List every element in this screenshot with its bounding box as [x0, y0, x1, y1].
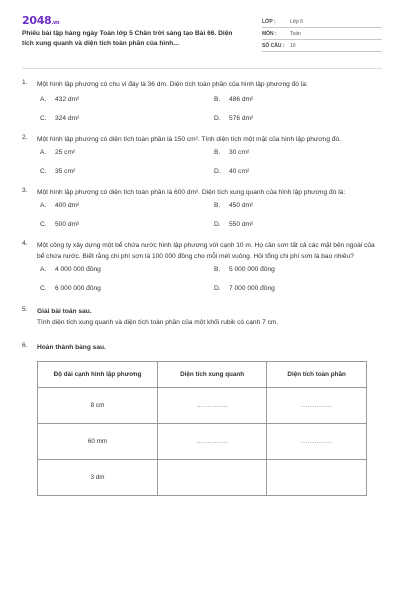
question-heading: Giải bài toán sau. [37, 308, 92, 315]
option-d[interactable] [214, 285, 364, 292]
option-letter: D. [214, 168, 221, 175]
option-text: 7 000 000 đồng [229, 285, 275, 292]
table-row [38, 388, 367, 424]
option-text: 400 dm² [55, 202, 80, 209]
meta-count [262, 40, 382, 52]
option-c[interactable] [40, 285, 214, 292]
option-text: 500 dm² [55, 221, 80, 228]
meta-value: Lớp 5 [290, 19, 304, 25]
option-d[interactable] [214, 168, 364, 175]
option-text: 324 dm² [55, 115, 80, 122]
header-meta [262, 16, 382, 52]
table-row [38, 424, 367, 460]
question-2 [22, 134, 382, 175]
answer-options [40, 266, 382, 292]
option-d[interactable] [214, 221, 364, 228]
logo-suffix: .vn [51, 20, 60, 26]
option-d[interactable] [214, 115, 364, 122]
option-b[interactable] [214, 202, 364, 209]
option-text: 550 dm² [229, 221, 254, 228]
option-letter: C. [40, 285, 47, 292]
option-letter: D. [214, 285, 221, 292]
question-6 [22, 342, 382, 496]
option-text: 25 cm² [55, 149, 76, 156]
question-number: 6. [22, 342, 28, 349]
logo-text: 2048 [22, 14, 52, 27]
worksheet-title: Phiếu bài tập hàng ngày Toán lớp 5 Chân trời sáng tạo Bài 66. Diện tích xung quanh và diện tích toàn phần của hình... [22, 30, 233, 47]
column-header: Độ dài cạnh hình lập phương [38, 362, 158, 388]
table-cell: 60 mm [38, 424, 158, 460]
option-text: 40 cm² [229, 168, 250, 175]
option-text: 35 cm² [55, 168, 76, 175]
option-b[interactable] [214, 149, 364, 156]
option-c[interactable] [40, 221, 214, 228]
answer-options [40, 96, 382, 122]
question-1 [22, 79, 382, 122]
question-number: 2. [22, 134, 28, 141]
option-text: 486 dm² [229, 96, 254, 103]
meta-subject [262, 28, 382, 40]
answer-options [40, 149, 382, 175]
answer-blank[interactable] [158, 460, 267, 496]
question-number: 1. [22, 79, 28, 86]
table-cell: 3 dm [38, 460, 158, 496]
option-letter: B. [214, 202, 221, 209]
option-b[interactable] [214, 266, 364, 273]
question-stem: Một hình lập phương có chu vi đáy là 36 dm. Diện tích toàn phần của hình lập phương đó là: [37, 81, 308, 88]
option-letter: C. [40, 221, 47, 228]
question-number: 3. [22, 187, 28, 194]
meta-key: LỚP : [262, 19, 276, 25]
option-letter: B. [214, 149, 221, 156]
option-text: 4 000 000 đồng [55, 266, 101, 273]
site-logo[interactable] [22, 14, 237, 27]
option-letter: D. [214, 221, 221, 228]
option-letter: C. [40, 115, 47, 122]
worksheet-header [22, 14, 382, 52]
answer-blank[interactable] [267, 460, 367, 496]
option-letter: A. [40, 149, 47, 156]
option-letter: C. [40, 168, 47, 175]
question-number: 4. [22, 240, 28, 247]
table-cell: 8 cm [38, 388, 158, 424]
meta-key: SỐ CÂU : [262, 43, 285, 49]
option-letter: B. [214, 266, 221, 273]
header-divider [22, 68, 382, 69]
meta-class [262, 16, 382, 28]
meta-value: 10 [290, 43, 296, 49]
option-c[interactable] [40, 168, 214, 175]
fill-in-table [37, 361, 367, 496]
option-a[interactable] [40, 202, 214, 209]
option-a[interactable] [40, 266, 214, 273]
option-text: 576 dm² [229, 115, 254, 122]
answer-options [40, 202, 382, 228]
option-a[interactable] [40, 96, 214, 103]
question-3 [22, 187, 382, 228]
option-letter: A. [40, 266, 47, 273]
answer-blank[interactable]: .............. [267, 424, 367, 460]
question-body: Tính diện tích xung quanh và diện tích toàn phần của một khối rubik có cạnh 7 cm. [37, 319, 279, 326]
question-stem: Một hình lập phương có diện tích toàn phần là 150 cm². Tính diện tích một mặt của hình lập phương đó. [37, 136, 342, 143]
option-b[interactable] [214, 96, 364, 103]
question-number: 5. [22, 306, 28, 313]
column-header: Diện tích toàn phần [267, 362, 367, 388]
option-text: 5 000 000 đồng [229, 266, 275, 273]
meta-key: MÔN : [262, 31, 277, 37]
option-c[interactable] [40, 115, 214, 122]
option-text: 30 cm² [229, 149, 250, 156]
meta-value: Toán [290, 31, 301, 37]
option-text: 6 000 000 đồng [55, 285, 101, 292]
option-letter: B. [214, 96, 221, 103]
option-text: 432 dm² [55, 96, 80, 103]
option-letter: A. [40, 96, 47, 103]
answer-blank[interactable]: .............. [158, 388, 267, 424]
option-a[interactable] [40, 149, 214, 156]
question-stem: Một hình lập phương có diện tích toàn phần là 600 dm². Diện tích xung quanh của hình lập phương đó là: [37, 189, 346, 196]
header-left [22, 14, 237, 52]
question-4 [22, 240, 382, 292]
answer-blank[interactable]: .............. [267, 388, 367, 424]
answer-blank[interactable]: .............. [158, 424, 267, 460]
option-letter: A. [40, 202, 47, 209]
option-letter: D. [214, 115, 221, 122]
option-text: 450 dm² [229, 202, 254, 209]
question-5 [22, 306, 382, 328]
question-heading: Hoàn thành bảng sau. [37, 344, 106, 351]
table-row [38, 460, 367, 496]
column-header: Diện tích xung quanh [158, 362, 267, 388]
table-header-row [38, 362, 367, 388]
question-stem: Một công ty xây dựng một bể chứa nước hình lập phương với cạnh 10 m. Họ cần sơn tất cả các mặt bên ngoài của bể chứa nước. Biết rằng chi phí sơn là 100 000 đồng cho mỗi mét vuông. Hỏi tổng chi phí sơn là bao nhiêu? [37, 242, 375, 260]
